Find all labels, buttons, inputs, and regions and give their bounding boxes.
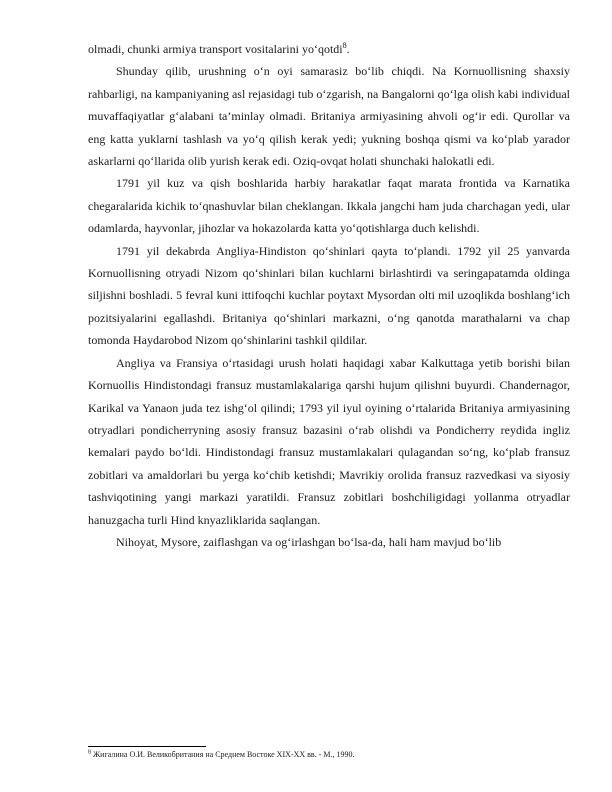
footnote-text: Жигалина О.И. Великобритания на Среднем Востоке XIX-XX вв. - М., 1990.: [91, 750, 355, 759]
footnote-number: 8: [88, 749, 91, 756]
footnote-reference: 8: [342, 41, 347, 50]
paragraph-continuation: [88, 38, 570, 60]
document-body: [88, 38, 570, 553]
paragraph-trailing: .: [346, 42, 350, 56]
footnote-divider: [88, 746, 206, 747]
paragraph-text: olmadi, chunki armiya transport vositalarini yo‘qotdi: [88, 42, 343, 56]
paragraph: 1791 yil kuz va qish boshlarida harbiy harakatlar faqat marata frontida va Karnatika chegaralarida kichik to‘qnashuvlar bilan cheklangan. Ikkala jangchi ham juda charchagan yedi, ular odamlarda, hayvonlar, jihozlar va hokazolarda katta yo‘qotishlarga duch kelishdi.: [88, 176, 570, 236]
footnote: [88, 750, 570, 760]
paragraph: Shunday qilib, urushning o‘n oyi samarasiz bo‘lib chiqdi. Na Kornuollisning shaxsiy rahbarligi, na kampaniyaning asl rejasidagi tub o‘zgarish, na Bangalorni qo‘lga olish kabi individual muvaffaqiyatlar g‘alabani ta’minlay olmadi. Britaniya armiyasining ahvoli og‘ir edi. Qurollar va eng katta yuklarni tashlash va yo‘q qilish kerak yedi; yukning boshqa qismi va ko‘plab yarador askarlarni qo‘llarida olib yurish kerak edi. Oziq-ovqat holati shunchaki halokatli edi.: [88, 64, 570, 169]
paragraph: Nihoyat, Mysore, zaiflashgan va og‘irlashgan bo‘lsa-da, hali ham mavjud bo‘lib: [116, 534, 502, 549]
paragraph: 1791 yil dekabrda Angliya-Hindiston qo‘shinlari qayta to‘plandi. 1792 yil 25 yanvarda Kornuollisning otryadi Nizom qo‘shinlari bilan kuchlarni birlashtirdi va seringapatamda oldinga siljishni boshladi. 5 fevral kuni ittifoqchi kuchlar poytaxt Mysordan olti mil uzoqlikda boshlang‘ich pozitsiyalarini egallashdi. Britaniya qo‘shinlari markazni, o‘ng qanotda marathalarni va chap tomonda Haydarobod Nizom qo‘shinlarini tashkil qildilar.: [88, 243, 570, 348]
paragraph: Angliya va Fransiya o‘rtasidagi urush holati haqidagi xabar Kalkuttaga yetib borishi bilan Kornuollis Hindistondagi fransuz mustamlakalariga qarshi hujum qilishni buyurdi. Chandernagor, Karikal va Yanaon juda tez ishg‘ol qilindi; 1793 yil iyul oyining o‘rtalarida Britaniya armiyasining otryadlari pondicherryning asosiy fransuz bazasini o‘rab olishdi va Pondicherry reydida ingliz kemalari paydo bo‘ldi. Hindistondagi fransuz mustamlakalari qulagandan so‘ng, ko‘plab fransuz zobitlari va amaldorlari bu yerga ko‘chib ketishdi; Mavrikiy orolida fransuz razvedkasi va siyosiy tashviqotining yangi markazi yaratildi. Fransuz zobitlari boshchiligidagi yollanma otryadlar hanuzgacha turli Hind knyazliklarida saqlangan.: [88, 355, 570, 527]
